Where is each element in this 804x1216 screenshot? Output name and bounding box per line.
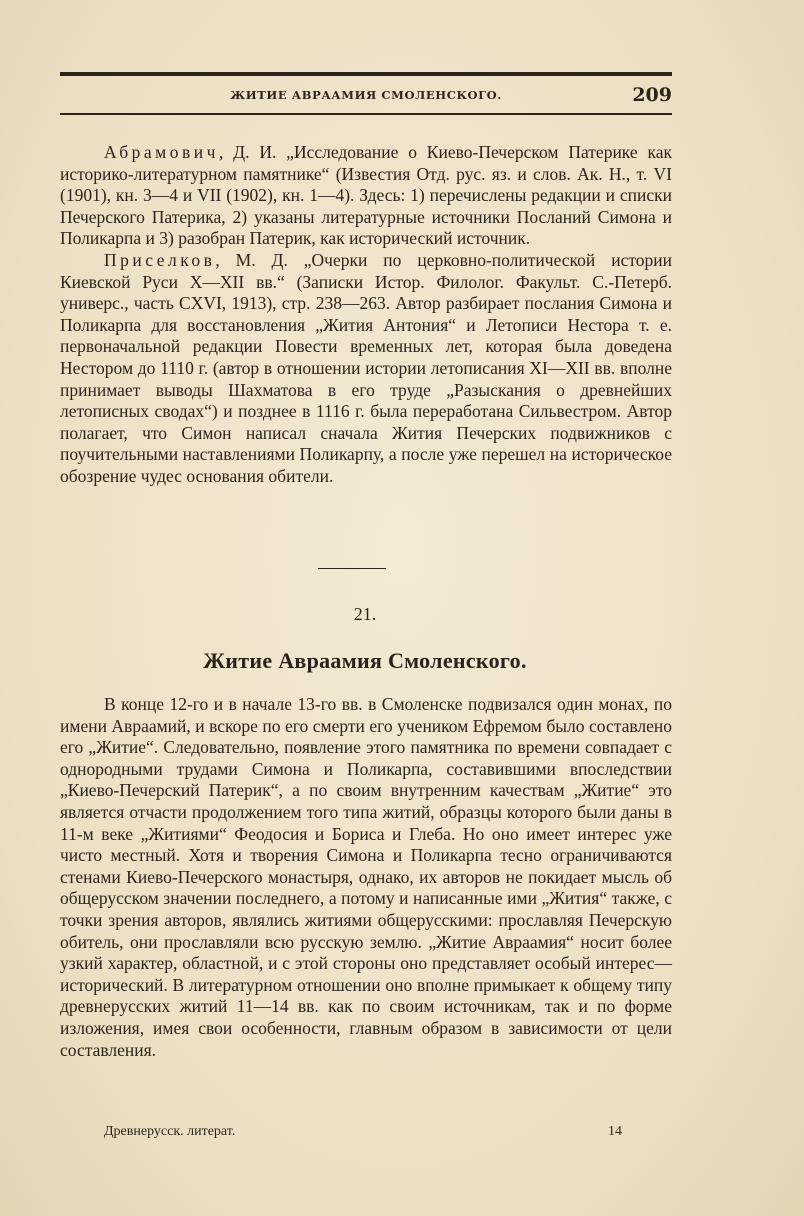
header-rule-thin <box>60 113 672 115</box>
body-paragraph: В конце 12-го и в начале 13-го вв. в Смоленске подвизался один монах, по имени Авраамий, и вскоре по его смерти его учеником Ефремом было составлено его „Житие“. Следовательно, появление этого памятника по времени совпадает с однородными трудами Симона и Поликарпа, составившими впоследствии „Киево-Печерский Патерик“, а по своим внутренним качествам „Житие“ это является отчасти продолжением того типа житий, образцы которого были даны в 11-м веке „Житиями“ Феодосия и Бориса и Глеба. Но оно имеет интерес уже чисто местный. Хотя и творения Симона и Поликарпа тесно ограничиваются стенами Киево-Печерского монастыря, однако, их авторов не покидает мысль об общерусском значении последнего, а потому и написанные ими „Жития“ также, с точки зрения авторов, являлись житиями общерусскими: прославляя Печерскую обитель, они прославляли всю русскую землю. „Житие Авраамия“ носит более узкий характер, областной, и с этой стороны оно представляет особый интерес—исторический. В литературном отношении оно вполне примыкает к общему типу древнерусских житий 11—14 вв. как по своим источникам, так и по форме изложения, имея свои особенности, главным образом в зависимости от цели составления. <box>60 694 672 1060</box>
page-number: 209 <box>632 84 672 106</box>
page-header <box>60 84 672 110</box>
signature-label: Древнерусск. литерат. <box>104 1124 236 1139</box>
body-text <box>60 694 672 1061</box>
section-number: 21. <box>353 604 377 624</box>
header-rule-thick <box>60 72 672 76</box>
section-divider <box>318 568 386 569</box>
running-title: ЖИТИЕ АВРААМИЯ СМОЛЕНСКОГО. <box>230 88 502 102</box>
bibliography-entry <box>60 142 672 250</box>
bibliography-entry <box>60 250 672 488</box>
bibliography-author: Абрамович <box>104 142 219 162</box>
bibliography-block <box>60 142 672 488</box>
bibliography-author: Приселков <box>104 249 216 270</box>
bibliography-text: , М. Д. „Очерки по церковно-политической истории Киевской Руси X—XII вв.“ (Записки Истор. Филолог. Факульт. С.-Петерб. универс., часть CXVI, 1913), стр. 238—263. Автор разбирает послания Симона и Поликарпа для восстановления „Жития Антония“ и Летописи Нестора т. е. первоначальной редакции Повести временных лет, которая была доведена Нестором до 1110 г. (автор в отношении истории летописания XI—XII вв. вполне принимает выводы Шахматова в его труде „Разыскания о древнейших летописных сводах“) и позднее в 1116 г. была переработана Сильвестром. Автор полагает, что Симон написал сначала Жития Печерских подвижников с поучительными наставлениями Поликарпу, а после уже перешел на историческое обозрение чудес основания обители. <box>60 249 672 486</box>
signature-number: 14 <box>608 1124 622 1139</box>
section-title: Житие Авраамия Смоленского. <box>203 648 527 673</box>
page-footer <box>60 1124 672 1144</box>
bibliography-text: , Д. И. „Исследование о Киево-Печерском Патерике как историко-литературном памятнике“ (Известия Отд. рус. яз. и слов. Ак. Н., т. VI (1901), кн. 3—4 и VII (1902), кн. 1—4). Здесь: 1) перечислены редакции и списки Печерского Патерика, 2) указаны литературные источники Посланий Симона и Поликарпа и 3) разобран Патерик, как исторический источник. <box>60 142 672 249</box>
